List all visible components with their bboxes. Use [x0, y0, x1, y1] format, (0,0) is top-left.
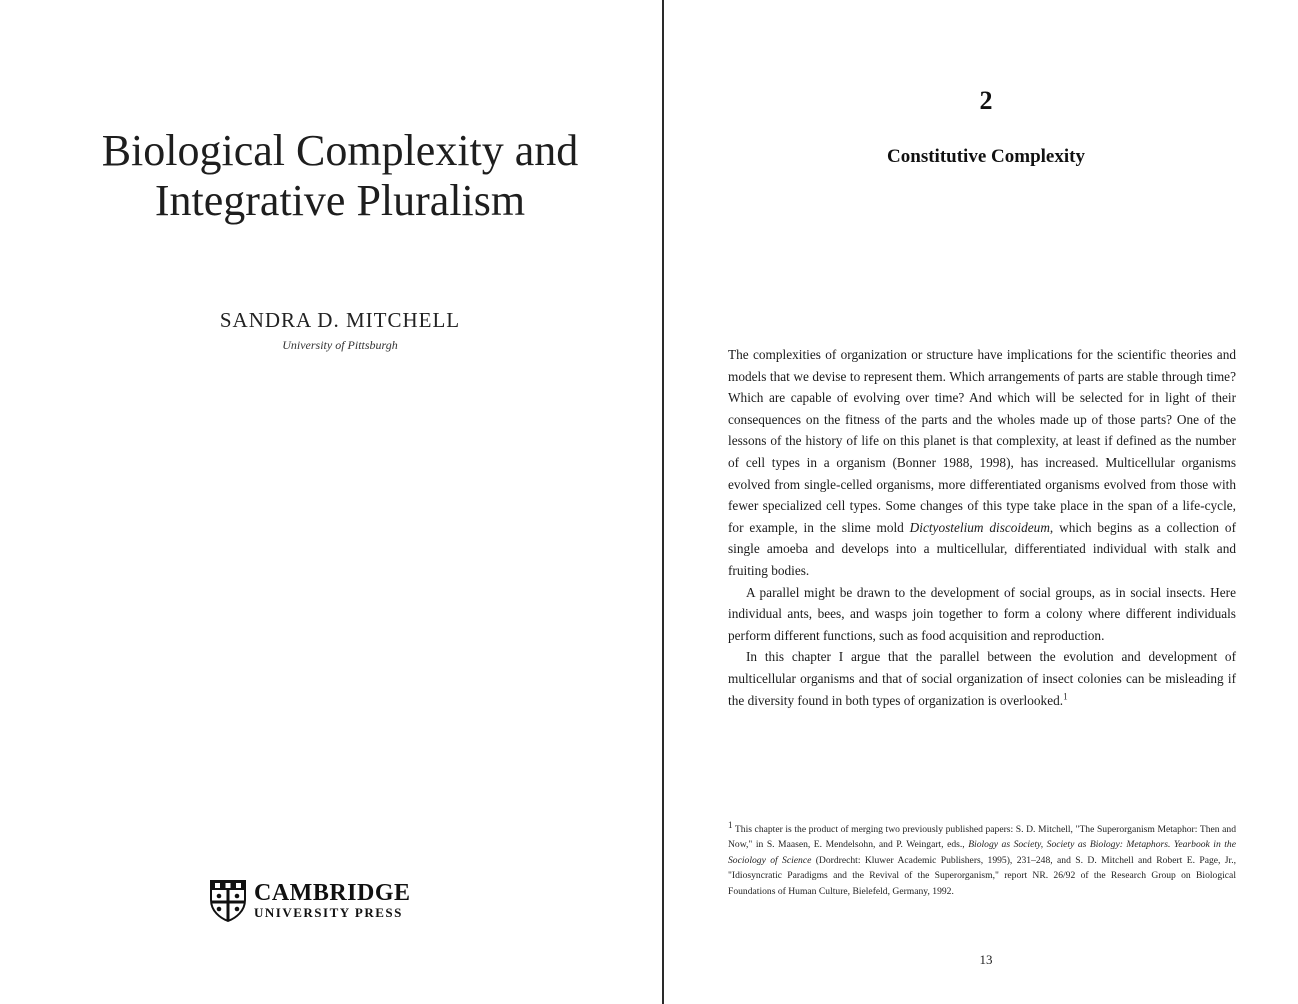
publisher-subtitle: UNIVERSITY PRESS — [254, 905, 403, 920]
book-title-line-2: Integrative Pluralism — [154, 176, 526, 225]
chapter-body — [728, 344, 1236, 711]
footnote-mark: 1 — [728, 819, 733, 830]
author-affiliation: University of Pittsburgh — [282, 338, 398, 352]
chapter-page — [664, 0, 1298, 1004]
paragraph-1 — [728, 344, 1236, 582]
chapter-number: 2 — [979, 86, 993, 115]
book-title — [60, 126, 620, 226]
publisher-name: CAMBRIDGE — [254, 880, 411, 906]
chapter-title: Constitutive Complexity — [887, 146, 1085, 167]
paragraph-2: A parallel might be drawn to the development of social groups, as in social insects. Here individual ants, bees, and wasps join together to form a colony where different individuals perform different functions, such as food acquisition and reproduction. — [728, 584, 1236, 643]
cambridge-crest-icon — [208, 878, 248, 922]
paragraph-1-text-a: The complexities of organization or structure have implications for the scientific theories and models that we devise to represent them. Which arrangements of parts are stable through time? Which are capable of evolving over time? And which will be selected for in light of their consequences on the fitness of the parts and the wholes made up of those parts? One of the lessons of the history of life on this planet is that complexity, at least if defined as the number of cell types in a organism (Bonner 1988, 1998), has increased. Multicellular organisms evolved from single-celled organisms, more differentiated organisms evolved from those with fewer specialized cell types. Some changes of this type take place in the span of a life-cycle, for example, in the slime mold — [728, 347, 1236, 535]
species-name: Dictyostelium discoideum — [909, 519, 1050, 535]
paragraph-3 — [728, 646, 1236, 711]
publisher-imprint — [208, 878, 468, 924]
paragraph-1-text-b: , which begins as a collection of single amoeba and develops into a multicellular, differentiated individual with stalk and fruiting bodies. — [728, 519, 1236, 578]
footnote-book-title: Biology as Society, Society as Biology: Metaphors. Yearbook in the Sociology of Science — [728, 839, 1236, 866]
page-number: 13 — [979, 952, 993, 967]
footnote-text-b: (Dordrecht: Kluwer Academic Publishers, 1995), 231–248, and S. D. Mitchell and Robert E. Page, Jr., "Idiosyncratic Paradigms and the Revival of the Superorganism," report NR. 26/92 of the Research Group on Biological Foundations of Human Culture, Bielefeld, Germany, 1992. — [728, 854, 1236, 897]
footnote-reference[interactable]: 1 — [1063, 691, 1068, 702]
author-name: SANDRA D. MITCHELL — [219, 308, 461, 332]
footnote — [728, 819, 1236, 899]
footnote-text-a: This chapter is the product of merging two previously published papers: S. D. Mitchell, "The Superorganism Metaphor: Then and Now," in S. Maasen, E. Mendelsohn, and P. Weingart, eds., — [728, 824, 1236, 851]
paragraph-3-text: In this chapter I argue that the parallel between the evolution and development of multicellular organisms and that of social organization of insect colonies can be misleading if the diversity found in both types of organization is overlooked. — [728, 649, 1236, 708]
book-title-line-1: Biological Complexity and — [101, 126, 579, 175]
